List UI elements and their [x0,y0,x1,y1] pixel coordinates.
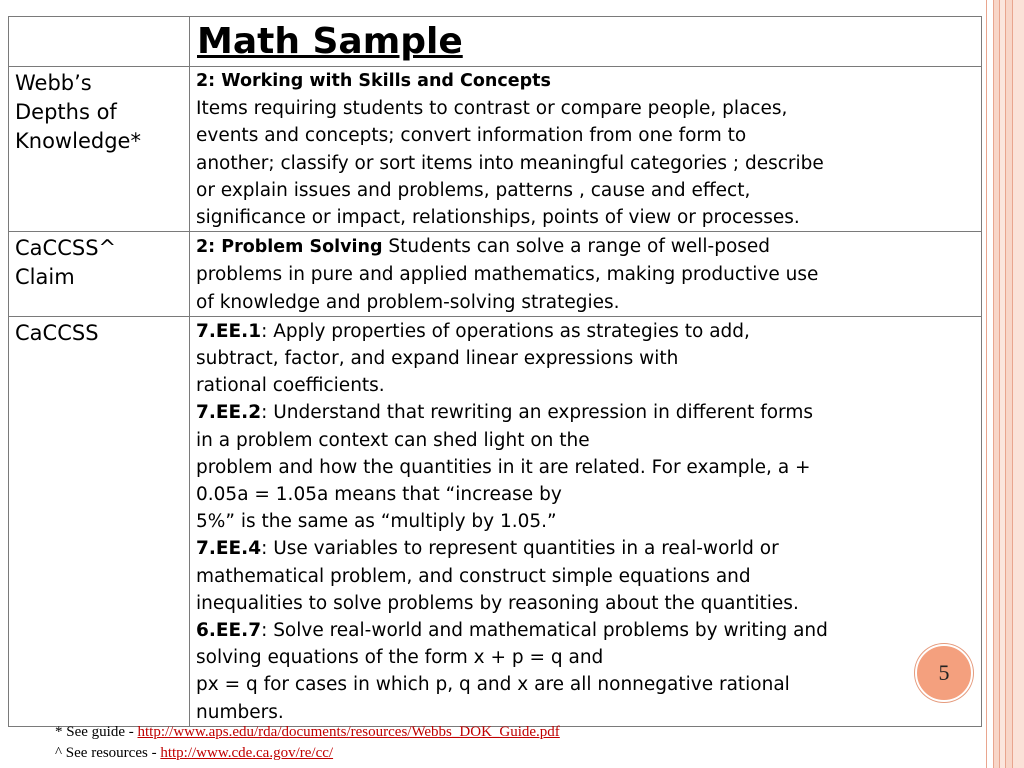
standard-first-line [196,617,975,644]
resources-link[interactable]: http://www.cde.ca.gov/re/cc/ [160,745,334,761]
standard-first-line [196,318,975,345]
guide-footnote [55,722,560,743]
claim-text-line: problems in pure and applied mathematics, making productive use [196,264,819,286]
standard-text: : Understand that rewriting an expression in different forms [261,402,813,424]
standards-row [9,316,982,726]
standard-code: 7.EE.4 [196,538,262,560]
page-title: Math Sample [197,21,463,62]
page-number-badge: 5 [915,644,973,702]
standard-text-line: inequalities to solve problems by reasoning about the quantities. [196,592,799,614]
claim-text-line: of knowledge and problem-solving strategies. [196,291,620,313]
standard-text-line: mathematical problem, and construct simple equations and [196,565,751,587]
standard-text-line: problem and how the quantities in it are related. For example, a + [196,456,811,478]
title-row-empty-cell [9,17,190,67]
claim-label-line: Claim [15,265,75,290]
standards-content-cell [190,316,982,726]
standard-text-line: solving equations of the form x + p = q and [196,647,604,669]
claim-row [9,232,982,317]
claim-label-cell [9,232,190,317]
dok-text-line: Items requiring students to contrast or compare people, places, [196,98,788,120]
claim-heading: 2: Problem Solving [196,237,383,258]
standard-text: : Apply properties of operations as strategies to add, [261,320,750,342]
claim-label-line: CaCCSS^ [15,236,117,261]
guide-link[interactable]: http://www.aps.edu/rda/documents/resources/Webbs_DOK_Guide.pdf [137,724,560,740]
claim-text: Students can solve a range of well-posed [382,236,771,258]
standards-label-cell [9,316,190,726]
dok-text-line: another; classify or sort items into meaningful categories ; describe [196,152,824,174]
dok-text-line: or explain issues and problems, patterns , cause and effect, [196,179,751,201]
dok-label-line: Depths of [15,100,117,124]
standards-label: CaCCSS [15,320,99,345]
guide-prefix: * See guide - [55,724,138,740]
standard-text-line: numbers. [196,701,284,723]
claim-first-line [196,233,975,261]
footnotes [55,722,560,764]
dok-content-cell [190,67,982,232]
standard-first-line [196,535,975,562]
standard-text: : Solve real-world and mathematical problems by writing and [261,620,828,642]
standard-code: 7.EE.1 [196,320,262,342]
title-cell [190,17,982,67]
standard-text: : Use variables to represent quantities in a real-world or [261,538,779,560]
dok-label-cell [9,67,190,232]
standard-first-line [196,399,975,426]
dok-heading: 2: Working with Skills and Concepts [196,71,551,91]
standard-text-line: px = q for cases in which p, q and x are all nonnegative rational [196,674,790,696]
standard-text-line: in a problem context can shed light on the [196,429,590,451]
decorative-side-stripes [986,0,1024,768]
standard-text-line: rational coefficients. [196,375,385,397]
standard-text-line: 0.05a = 1.05a means that “increase by [196,484,562,506]
resources-footnote [55,743,560,764]
math-sample-table [8,16,982,727]
standard-text-line: 5%” is the same as “multiply by 1.05.” [196,511,557,533]
dok-label-line: Webb’s [15,71,92,95]
dok-text-line: significance or impact, relationships, points of view or processes. [196,207,800,229]
claim-content-cell [190,232,982,317]
dok-row [9,67,982,232]
title-row [9,17,982,67]
standard-code: 7.EE.2 [196,402,262,424]
dok-label-line: Knowledge* [15,129,141,153]
standard-text-line: subtract, factor, and expand linear expressions with [196,348,679,370]
dok-text-line: events and concepts; convert information from one form to [196,125,747,147]
resources-prefix: ^ See resources - [55,745,161,761]
standard-code: 6.EE.7 [196,620,262,642]
